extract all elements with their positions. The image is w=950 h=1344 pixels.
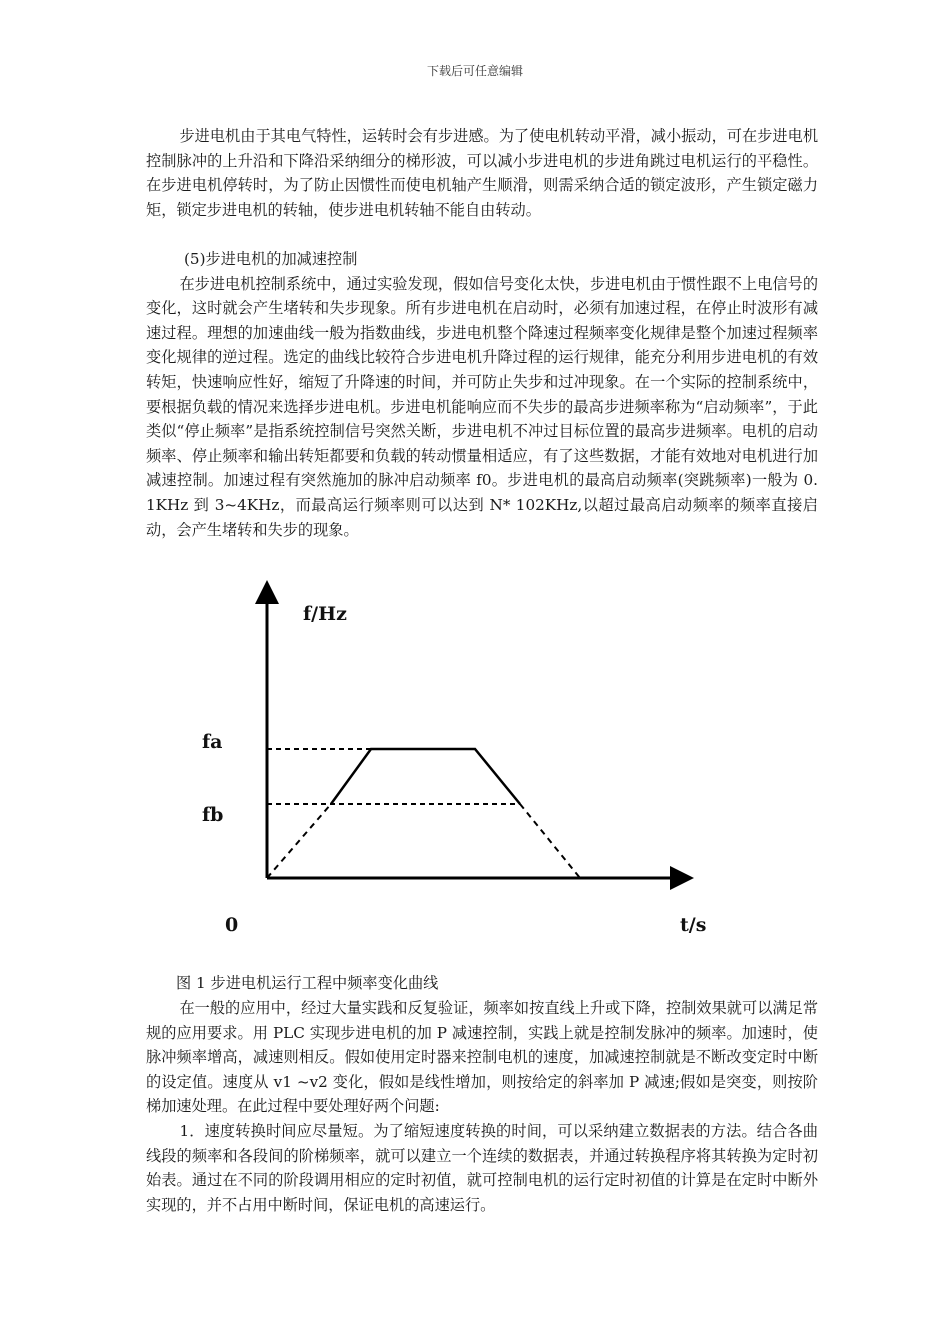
figure-caption: 图 1 步进电机运行工程中频率变化曲线 xyxy=(176,974,439,992)
accel-dashed-extension xyxy=(267,804,331,878)
section-2 xyxy=(146,247,818,542)
fb-label: fb xyxy=(202,804,224,826)
fa-label: fa xyxy=(202,731,223,753)
paragraph-inertia: 步进电机由于其电气特性，运转时会有步进感。为了使电机转动平滑，减小振动，可在步进电机控制脉冲的上升沿和下降沿采纳细分的梯形波，可以减小步进电机的步进角跳过电机运行的平稳性。在步进电机停转时，为了防止因惯性而使电机轴产生顺滑，则需采纳合适的锁定波形，产生锁定磁力矩，锁定步进电机的转轴，使步进电机转轴不能自由转动。 xyxy=(146,127,818,219)
section-1 xyxy=(146,124,818,222)
list-item-1: 1．速度转换时间应尽量短。为了缩短速度转换的时间，可以采纳建立数据表的方法。结合各曲线段的频率和各段间的阶梯频率，就可以建立一个连续的数据表，并通过转换程序将其转换为定时初始表。通过在不同的阶段调用相应的定时初值，就可控制电机的运行定时初值的计算是在定时中断外实现的，并不占用中断时间，保证电机的高速运行。 xyxy=(146,1121,818,1214)
paragraph-plc-control: 在一般的应用中，经过大量实践和反复验证，频率如按直线上升或下降，控制效果就可以满足常规的应用要求。用 PLC 实现步进电机的加 P 减速控制，实践上就是控制发脉冲的频率。加速时，使脉冲频率增高，减速则相反。假如使用定时器来控制电机的速度，加减速控制就是不断改变定时中断的设定值。速度从 v1 ~v2 变化，假如是线性增加，则按给定的斜率加 P 减速;假如是突变，则按阶梯加速处理。在此过程中要处理好两个问题: xyxy=(146,999,818,1116)
page-header: 下载后可任意编辑 xyxy=(426,64,523,78)
frequency-curve-figure xyxy=(190,580,720,950)
section-heading: (5)步进电机的加减速控制 xyxy=(184,250,358,268)
y-axis-label: f/Hz xyxy=(303,603,347,625)
origin-label: 0 xyxy=(225,914,239,936)
decel-dashed-extension xyxy=(520,804,580,878)
section-3 xyxy=(146,996,818,1217)
frequency-curve-diagram xyxy=(190,580,720,950)
paragraph-accel-control: 在步进电机控制系统中，通过实验发现，假如信号变化太快，步进电机由于惯性跟不上电信号的变化，这时就会产生堵转和失步现象。所有步进电机在启动时，必须有加速过程，在停止时波形有减速过程。理想的加速曲线一般为指数曲线，步进电机整个降速过程频率变化规律是整个加速过程频率变化规律的逆过程。选定的曲线比较符合步进电机升降过程的运行规律，能充分利用步进电机的有效转矩，快速响应性好，缩短了升降速的时间，并可防止失步和过冲现象。在一个实际的控制系统中，要根据负载的情况来选择步进电机。步进电机能响应而不失步的最高步进频率称为“启动频率”，于此类似“停止频率”是指系统控制信号突然关断，步进电机不冲过目标位置的最高步进频率。电机的启动频率、停止频率和输出转矩都要和负载的转动惯量相适应，有了这些数据，才能有效地对电机进行加减速控制。加速过程有突然施加的脉冲启动频率 f0。步进电机的最高启动频率(突跳频率)一般为 0. 1KHz 到 3~4KHz，而最高运行频率则可以达到 N* 102KHz,以超过最高启动频率的频率直接启动，会产生堵转和失步的现象。 xyxy=(146,274,818,539)
x-axis-label: t/s xyxy=(680,914,707,936)
frequency-curve xyxy=(331,749,520,804)
